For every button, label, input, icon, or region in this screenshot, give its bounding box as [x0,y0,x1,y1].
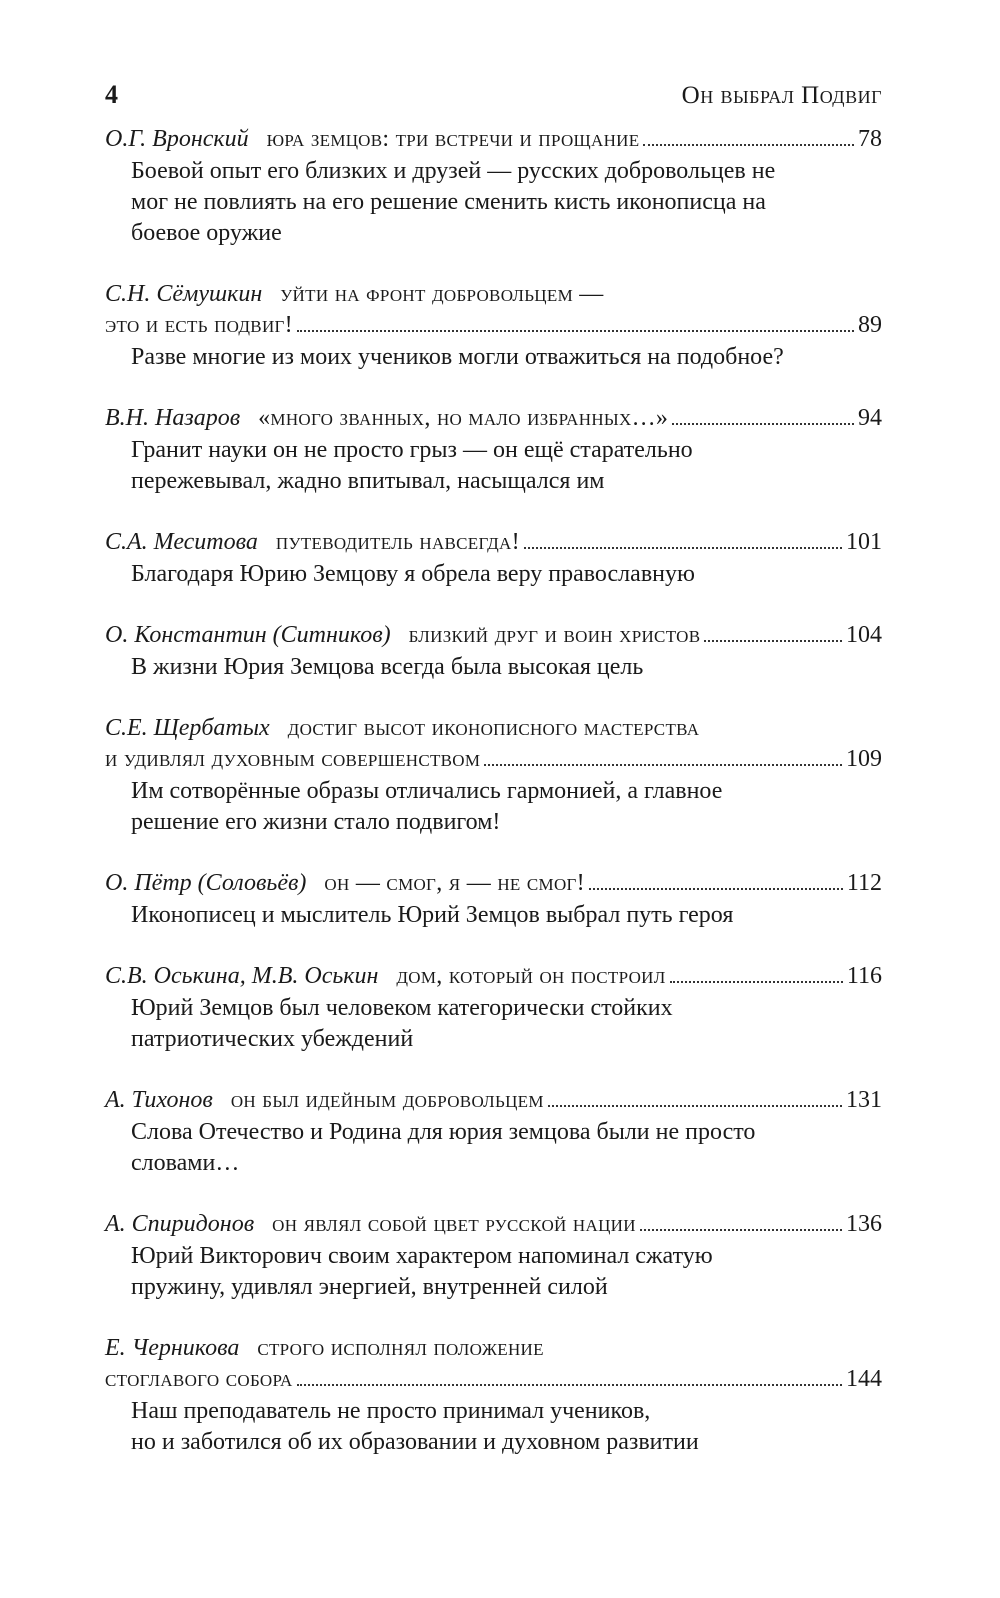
toc-entry[interactable] [105,124,882,249]
toc-entry-heading-cont [105,310,882,341]
description-line: Слова Отечество и Родина для юрия земцова были не просто [131,1119,756,1145]
entry-page-number: 136 [846,1211,882,1237]
toc-entry-heading [105,527,882,558]
toc-list [105,124,882,1458]
entry-page-number: 131 [846,1087,882,1113]
toc-entry-heading [105,124,882,155]
entry-title: он являл собой цвет русской нации [272,1211,636,1237]
entry-title: он был идейным добровольцем [230,1087,544,1113]
toc-entry[interactable] [105,1333,882,1458]
description-line: Иконописец и мыслитель Юрий Земцов выбрал путь героя [131,902,734,928]
entry-description [105,776,882,838]
entry-author: А. Спиридонов [105,1211,255,1237]
toc-entry-heading-cont [105,1364,882,1395]
entry-title: путеводитель навсегда! [275,529,520,555]
entry-description [105,652,882,683]
description-line: мог не повлиять на его решение сменить кисть иконописца на [131,189,766,215]
toc-entry-heading [105,403,882,434]
toc-entry-heading [105,868,882,899]
entry-author: А. Тихонов [105,1087,213,1113]
dot-leader [297,1384,842,1386]
book-title: Он выбрал Подвиг [681,82,882,109]
dot-leader [672,423,854,425]
description-line: пережевывал, жадно впитывал, насыщался им [131,468,605,494]
description-line: Боевой опыт его близких и друзей — русских добровольцев не [131,158,776,184]
toc-entry-heading [105,620,882,651]
toc-entry-heading [105,1333,882,1364]
entry-page-number: 101 [846,529,882,555]
entry-author: О. Константин (Ситников) [105,622,391,648]
entry-author: С.Н. Сёмушкин [105,281,263,307]
entry-title: юра земцов: три встречи и прощание [266,126,640,152]
entry-description [105,900,882,931]
description-line: Наш преподаватель не просто принимал учеников, [131,1398,651,1424]
toc-entry[interactable] [105,713,882,838]
entry-page-number: 94 [858,405,882,431]
toc-entry-heading [105,713,882,744]
dot-leader [670,981,843,983]
entry-title-continuation: это и есть подвиг! [105,312,293,338]
description-line: Благодаря Юрию Земцову я обрела веру православную [131,561,695,587]
dot-leader [548,1105,842,1107]
entry-author: С.А. Меситова [105,529,258,555]
toc-entry-heading [105,1209,882,1240]
description-line: патриотических убеждений [131,1026,414,1052]
entry-description [105,993,882,1055]
toc-entry-heading-cont [105,744,882,775]
description-line: Гранит науки он не просто грыз — он ещё старательно [131,437,693,463]
entry-page-number: 144 [846,1366,882,1392]
description-line: Юрий Викторович своим характером напоминал сжатую [131,1243,713,1269]
entry-author: О. Пётр (Соловьёв) [105,870,307,896]
entry-description [105,435,882,497]
toc-entry[interactable] [105,620,882,683]
toc-entry[interactable] [105,1085,882,1179]
entry-title: достиг высот иконописного мастерства [287,715,700,741]
entry-title: «много званных, но мало избранных…» [258,405,669,431]
description-line: Им сотворённые образы отличались гармонией, а главное [131,778,723,804]
entry-author: С.В. Оськина, М.В. Оськин [105,963,379,989]
entry-title: он — смог, я — не смог! [324,870,585,896]
description-line: решение его жизни стало подвигом! [131,809,501,835]
entry-title: уйти на фронт добровольцем — [280,281,604,307]
entry-page-number: 116 [846,963,882,989]
toc-entry[interactable] [105,403,882,497]
entry-author: В.Н. Назаров [105,405,241,431]
entry-description [105,559,882,590]
entry-page-number: 112 [846,870,882,896]
entry-title-continuation: стоглавого собора [105,1366,293,1392]
entry-title: строго исполнял положение [257,1335,544,1361]
entry-page-number: 89 [858,312,882,338]
entry-title-continuation: и удивлял духовным совершенством [105,746,481,772]
toc-entry-heading [105,279,882,310]
entry-title: близкий друг и воин христов [408,622,701,648]
entry-description [105,156,882,249]
entry-page-number: 104 [846,622,882,648]
entry-description [105,1117,882,1179]
dot-leader [704,640,842,642]
toc-entry[interactable] [105,868,882,931]
entry-page-number: 109 [846,746,882,772]
entry-author: С.Е. Щербатых [105,715,270,741]
description-line: Разве многие из моих учеников могли отважиться на подобное? [131,344,784,370]
toc-entry[interactable] [105,1209,882,1303]
toc-entry-heading [105,1085,882,1116]
dot-leader [643,144,854,146]
dot-leader [484,764,842,766]
description-line: но и заботился об их образовании и духовном развитии [131,1429,699,1455]
description-line: боевое оружие [131,220,282,246]
description-line: словами… [131,1150,240,1176]
dot-leader [524,547,842,549]
dot-leader [297,330,854,332]
entry-author: О.Г. Вронский [105,126,249,152]
entry-author: Е. Черникова [105,1335,240,1361]
description-line: пружину, удивлял энергией, внутренней силой [131,1274,608,1300]
toc-entry-heading [105,961,882,992]
running-head [105,80,882,120]
entry-title: дом, который он построил [396,963,666,989]
entry-description [105,342,882,373]
description-line: Юрий Земцов был человеком категорически стойких [131,995,673,1021]
dot-leader [589,888,843,890]
page-number: 4 [105,80,118,109]
entry-page-number: 78 [858,126,882,152]
description-line: В жизни Юрия Земцова всегда была высокая цель [131,654,644,680]
dot-leader [640,1229,842,1231]
entry-description [105,1396,882,1458]
toc-entry[interactable] [105,527,882,590]
toc-entry[interactable] [105,961,882,1055]
toc-entry[interactable] [105,279,882,373]
entry-description [105,1241,882,1303]
